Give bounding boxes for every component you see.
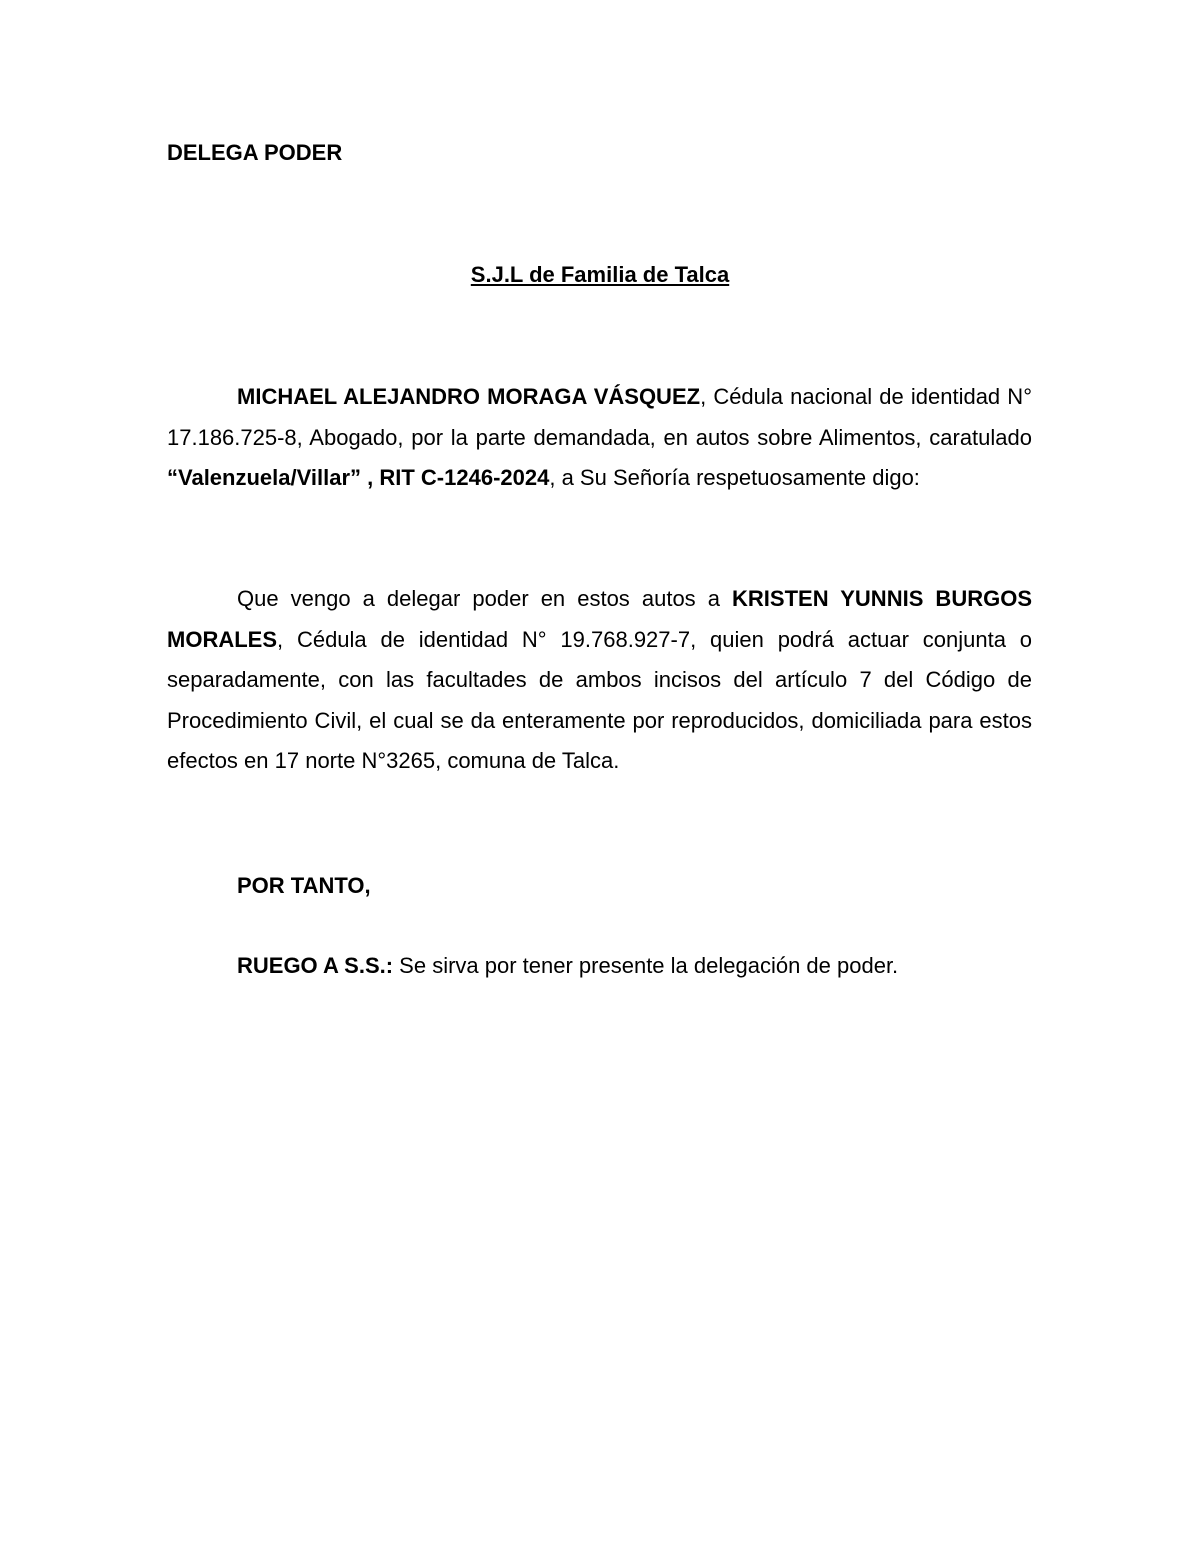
por-tanto (237, 871, 371, 901)
ruego-label: RUEGO A S.S.: (237, 953, 394, 978)
delegation-intro: Que vengo a delegar poder en estos autos a (237, 586, 733, 611)
court-addressee: S.J.L de Familia de Talca (470, 262, 730, 287)
por-tanto-label: POR TANTO, (237, 873, 371, 898)
document-title: DELEGA PODER (167, 140, 343, 165)
presentation-ending: , a Su Señoría respetuosamente digo: (549, 465, 920, 490)
presentation-paragraph (167, 377, 1032, 499)
delegation-details: , Cédula de identidad N° 19.768.927-7, quien podrá actuar conjunta o separadamente, con las facultades de ambos incisos del artículo 7 del Código de Procedimiento Civil, el cual se da enteramente por reproducidos, domiciliada para estos efectos en 17 norte N°3265, comuna de Talca. (167, 626, 1032, 773)
case-title: “Valenzuela/Villar” , RIT C-1246-2024 (167, 465, 550, 490)
lawyer-name: MICHAEL ALEJANDRO MORAGA VÁSQUEZ (237, 384, 701, 409)
ruego-text: Se sirva por tener presente la delegación de poder. (393, 953, 899, 978)
lawyer-details: , Cédula nacional de identidad N° 17.186.725-8, Abogado, por la parte demandada, en autos sobre Alimentos, caratulado (167, 384, 1032, 450)
delegate-name: KRISTEN YUNNIS BURGOS MORALES (167, 586, 1032, 652)
ruego-line (237, 951, 898, 981)
delegation-paragraph (167, 579, 1032, 782)
